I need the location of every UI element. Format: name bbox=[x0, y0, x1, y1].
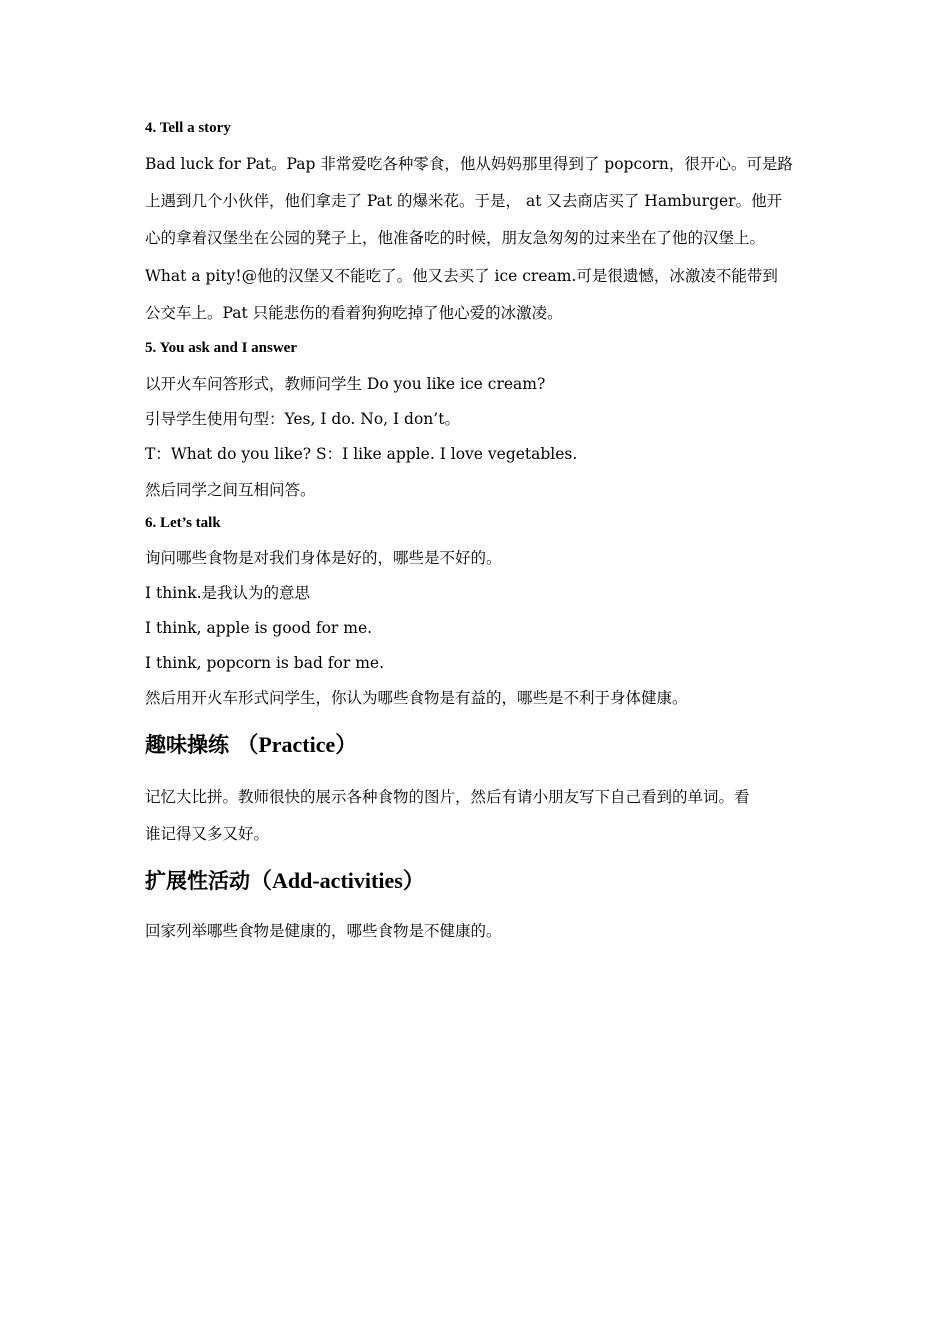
talk-line-1: 询问哪些食物是对我们身体是好的，哪些是不好的。 bbox=[145, 549, 502, 567]
talk-line-2: I think.是我认为的意思 bbox=[145, 584, 311, 602]
practice-line-1: 记忆大比拼。教师很快的展示各种食物的图片，然后有请小朋友写下自己看到的单词。看 bbox=[145, 788, 750, 806]
practice-line-2: 谁记得又多又好。 bbox=[145, 825, 270, 843]
section-5-title: 5. You ask and I answer bbox=[145, 340, 297, 356]
practice-heading-en: （Practice） bbox=[236, 732, 358, 757]
activities-line-1: 回家列举哪些食物是健康的，哪些食物是不健康的。 bbox=[145, 922, 502, 940]
section-6-title: 6. Let’s talk bbox=[145, 515, 221, 531]
qa-line-3: T：What do you like? S：I like apple. I love vegetables. bbox=[145, 445, 578, 463]
qa-line-1: 以开火车问答形式，教师问学生 Do you like ice cream? bbox=[145, 375, 546, 393]
talk-line-5: 然后用开火车形式问学生，你认为哪些食物是有益的，哪些是不利于身体健康。 bbox=[145, 689, 688, 707]
story-line-3: 心的拿着汉堡坐在公园的凳子上，他准备吃的时候，朋友急匆匆的过来坐在了他的汉堡上。 bbox=[145, 229, 766, 247]
talk-line-3: I think, apple is good for me. bbox=[145, 619, 373, 637]
qa-line-4: 然后同学之间互相问答。 bbox=[145, 481, 316, 499]
practice-heading bbox=[145, 732, 357, 758]
activities-heading bbox=[145, 868, 425, 894]
activities-heading-cn: 扩展性活动 bbox=[145, 868, 250, 893]
story-line-2: 上遇到几个小伙伴，他们拿走了 Pat 的爆米花。于是， at 又去商店买了 Hamburger。他开 bbox=[145, 192, 783, 210]
talk-line-4: I think, popcorn is bad for me. bbox=[145, 654, 385, 672]
activities-heading-en: （Add-activities） bbox=[250, 868, 425, 893]
practice-heading-cn: 趣味操练 bbox=[145, 732, 237, 757]
section-4-title: 4. Tell a story bbox=[145, 120, 231, 136]
story-line-1: Bad luck for Pat。Pap 非常爱吃各种零食，他从妈妈那里得到了 popcorn，很开心。可是路 bbox=[145, 155, 793, 173]
story-line-4: What a pity!@他的汉堡又不能吃了。他又去买了 ice cream.可是很遗憾，冰激凌不能带到 bbox=[145, 267, 778, 285]
qa-line-2: 引导学生使用句型：Yes, I do. No, I don’t。 bbox=[145, 410, 460, 428]
story-line-5: 公交车上。Pat 只能悲伤的看着狗狗吃掉了他心爱的冰激凌。 bbox=[145, 304, 563, 322]
